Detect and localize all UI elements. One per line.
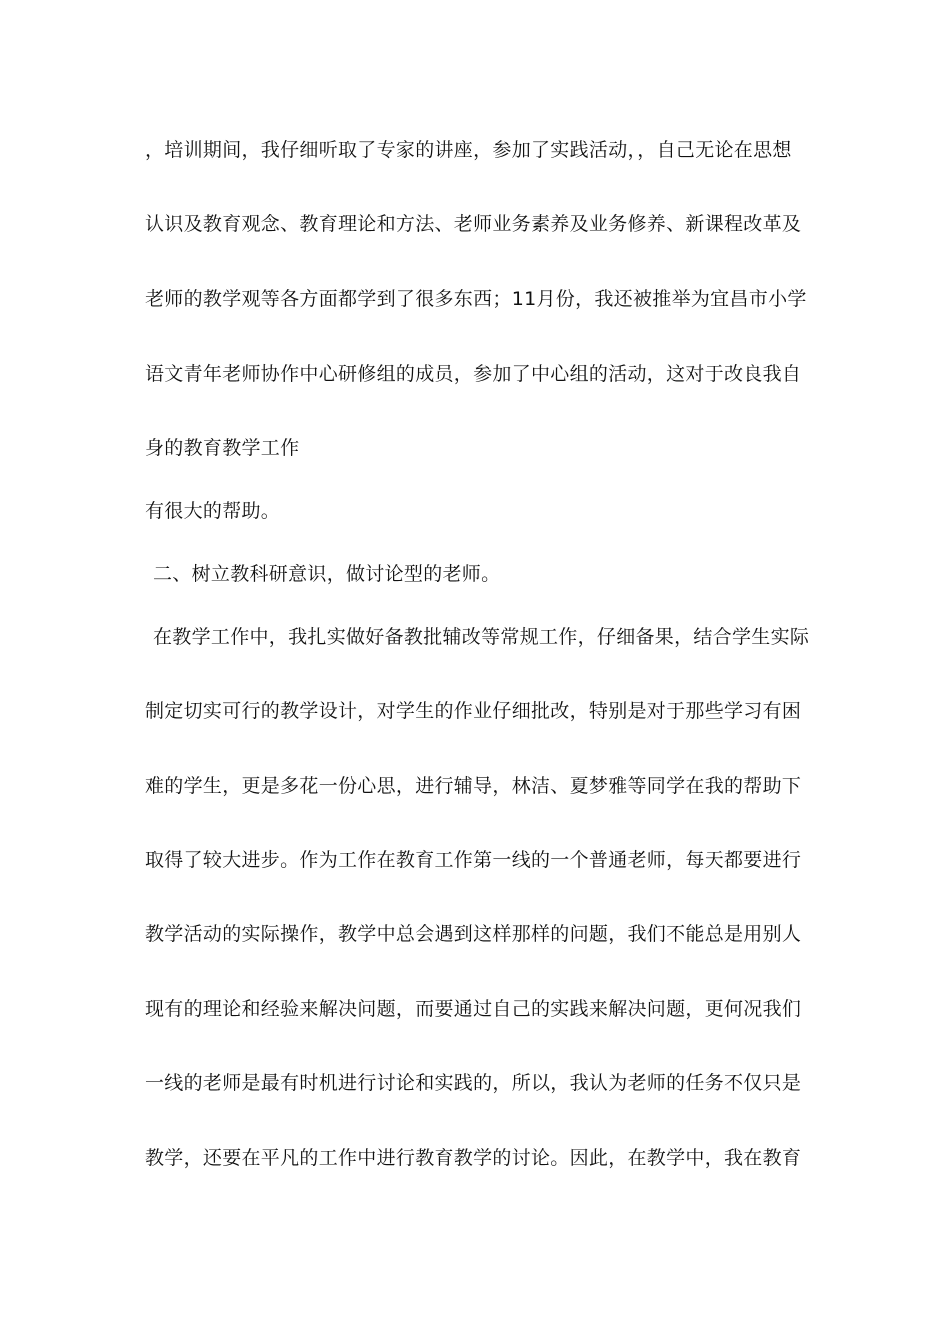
paragraph-line: 身的教育教学工作 xyxy=(145,437,300,459)
section-heading: 二、树立教科研意识，做讨论型的老师。 xyxy=(153,563,501,585)
paragraph-line: 取得了较大进步。作为工作在教育工作第一线的一个普通老师，每天都要进行 xyxy=(145,849,802,871)
paragraph-line: 难的学生，更是多花一份心思，进行辅导，林洁、夏梦雅等同学在我的帮助下 xyxy=(145,775,802,797)
paragraph-line: 制定切实可行的教学设计，对学生的作业仔细批改，特别是对于那些学习有困 xyxy=(145,700,802,722)
paragraph-line: 在教学工作中，我扎实做好备教批辅改等常规工作，仔细备果，结合学生实际 xyxy=(153,626,810,648)
paragraph-line: 老师的教学观等各方面都学到了很多东西；11月份，我还被推举为宜昌市小学 xyxy=(145,288,807,310)
paragraph-line: 有很大的帮助。 xyxy=(145,500,281,522)
paragraph-line: 教学活动的实际操作，教学中总会遇到这样那样的问题，我们不能总是用别人 xyxy=(145,923,802,945)
paragraph-line: 一线的老师是最有时机进行讨论和实践的，所以，我认为老师的任务不仅只是 xyxy=(145,1072,802,1094)
paragraph-line: 语文青年老师协作中心研修组的成员，参加了中心组的活动，这对于改良我自 xyxy=(145,363,802,385)
paragraph-line: 认识及教育观念、教育理论和方法、老师业务素养及业务修养、新课程改革及 xyxy=(145,213,802,235)
paragraph-line: ，培训期间，我仔细听取了专家的讲座，参加了实践活动，，自己无论在思想 xyxy=(145,139,792,161)
paragraph-line: 现有的理论和经验来解决问题，而要通过自己的实践来解决问题，更何况我们 xyxy=(145,998,802,1020)
paragraph-line: 教学，还要在平凡的工作中进行教育教学的讨论。因此，在教学中，我在教育 xyxy=(145,1147,802,1169)
